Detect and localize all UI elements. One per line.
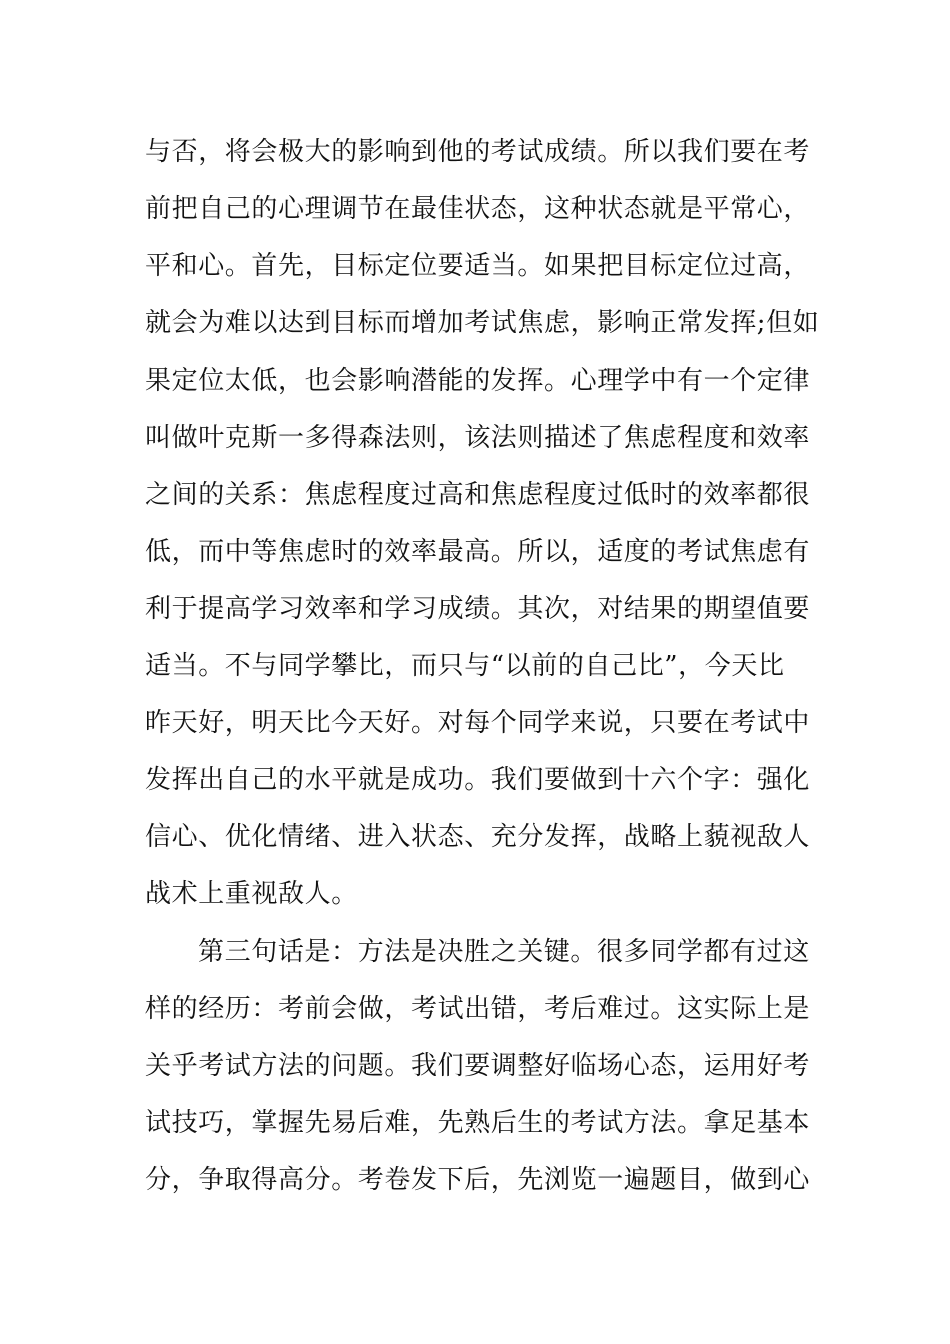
text-line: 适当。不与同学攀比，而只与“以前的自己比”，今天比 <box>145 651 785 681</box>
text-line: 低，而中等焦虑时的效率最高。所以，适度的考试焦虑有 <box>145 537 811 567</box>
text-line: 就会为难以达到目标而增加考试焦虑，影响正常发挥;但如 <box>145 308 820 338</box>
text-line: 平和心。首先，目标定位要适当。如果把目标定位过高， <box>145 251 811 281</box>
text-line: 样的经历：考前会做，考试出错，考后难过。这实际上是 <box>145 994 811 1024</box>
text-line: 果定位太低，也会影响潜能的发挥。心理学中有一个定律 <box>145 366 811 396</box>
text-line: 前把自己的心理调节在最佳状态，这种状态就是平常心， <box>145 194 811 224</box>
text-line: 信心、优化情绪、进入状态、充分发挥，战略上藐视敌人 <box>145 822 811 852</box>
text-line: 关乎考试方法的问题。我们要调整好临场心态，运用好考 <box>145 1051 811 1081</box>
text-line: 之间的关系：焦虑程度过高和焦虑程度过低时的效率都很 <box>145 480 811 510</box>
text-line: 昨天好，明天比今天好。对每个同学来说，只要在考试中 <box>145 708 811 738</box>
paragraph-first-line: 第三句话是：方法是决胜之关键。很多同学都有过这 <box>198 937 810 967</box>
text-line: 利于提高学习效率和学习成绩。其次，对结果的期望值要 <box>145 594 811 624</box>
text-line: 叫做叶克斯一多得森法则，该法则描述了焦虑程度和效率 <box>145 423 811 453</box>
text-line: 战术上重视敌人。 <box>145 879 358 909</box>
text-line: 发挥出自己的水平就是成功。我们要做到十六个字：强化 <box>145 765 811 795</box>
text-line: 分，争取得高分。考卷发下后，先浏览一遍题目，做到心 <box>145 1165 811 1195</box>
text-line: 与否，将会极大的影响到他的考试成绩。所以我们要在考 <box>145 137 811 167</box>
text-line: 试技巧，掌握先易后难，先熟后生的考试方法。拿足基本 <box>145 1108 811 1138</box>
